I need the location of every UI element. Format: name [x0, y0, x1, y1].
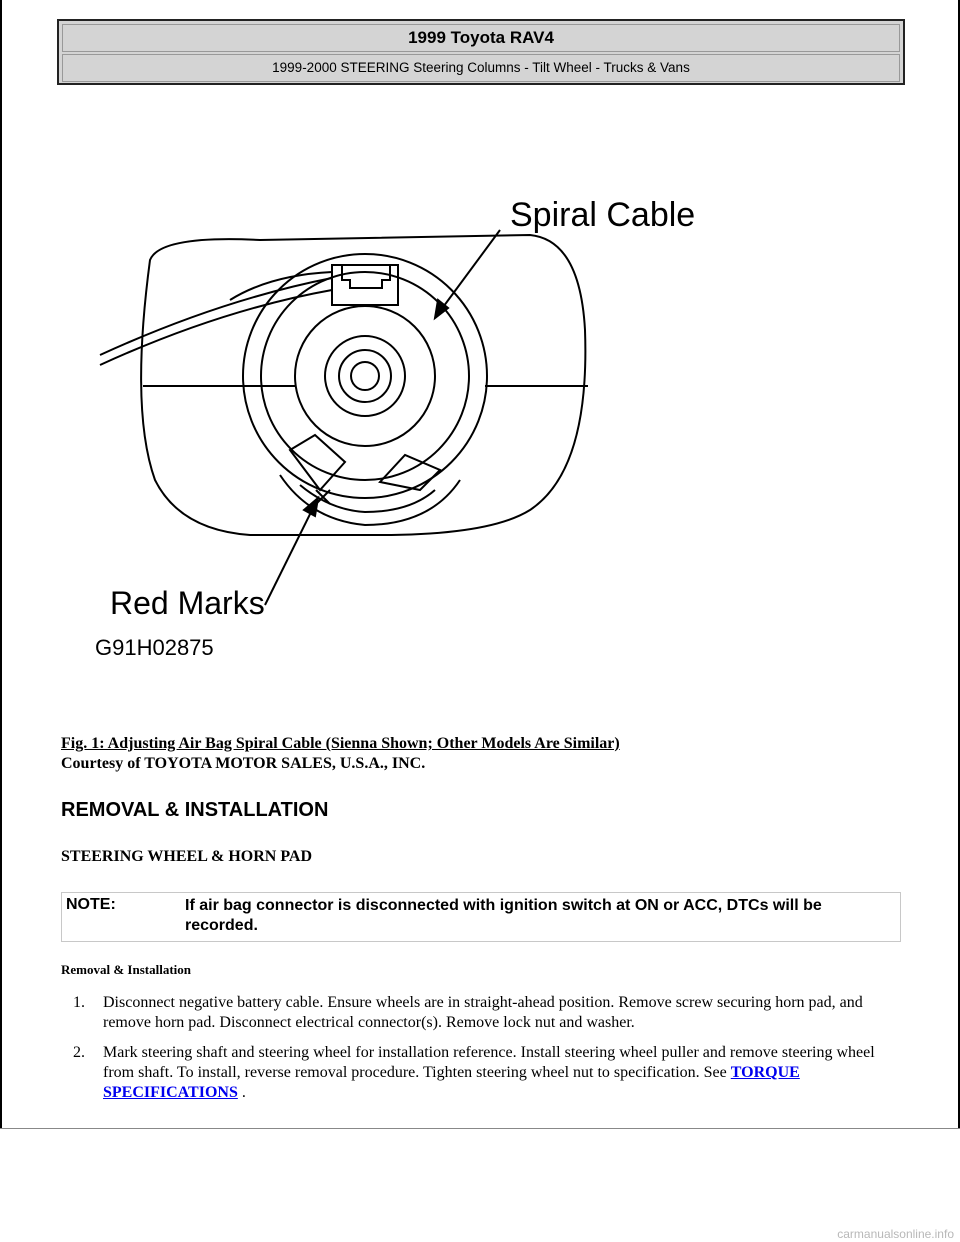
figure-caption: Fig. 1: Adjusting Air Bag Spiral Cable (Sienna Shown; Other Models Are Similar): [61, 735, 620, 752]
subsection-heading: STEERING WHEEL & HORN PAD: [61, 848, 313, 865]
spiral-cable-label: Spiral Cable: [510, 196, 696, 234]
page-border-left: [0, 0, 2, 1128]
note-box: [61, 892, 901, 942]
spiral-cable-center: [339, 350, 391, 402]
step-text: Disconnect negative battery cable. Ensure wheels are in straight-ahead position. Remove screw securing horn pad, and remove horn pad. Disconnect electrical connector(s). Remove lock nut and washer.: [103, 994, 863, 1031]
site-watermark: carmanualsonline.info: [837, 1227, 954, 1241]
step-text: Mark steering shaft and steering wheel for installation reference. Install steering wheel puller and remove steering wheel from shaft. To install, reverse removal procedure. Tighten steering wheel nut to specification. See: [103, 1044, 875, 1081]
spiral-cable-hub-ring: [295, 306, 435, 446]
procedure-step: [61, 993, 906, 1033]
connector-tab: [342, 265, 390, 288]
procedure-step: [61, 1043, 906, 1103]
wire-2: [100, 290, 332, 365]
red-marks-label: Red Marks: [110, 585, 265, 621]
wire-3: [230, 272, 332, 300]
header-subtitle: 1999-2000 STEERING Steering Columns - Tilt Wheel - Trucks & Vans: [62, 54, 900, 82]
document-header: [57, 19, 905, 85]
red-marks-arrowhead: [304, 498, 318, 516]
spiral-cable-center-hole: [351, 362, 379, 390]
step-number: 1.: [73, 994, 85, 1011]
torque-specifications-link[interactable]: TORQUE SPECIFICATIONS: [103, 1064, 800, 1101]
note-text: If air bag connector is disconnected with ignition switch at ON or ACC, DTCs will be recorded.: [185, 897, 822, 934]
wire-1: [100, 278, 332, 355]
procedure-steps: [61, 993, 906, 1113]
figure-credit: Courtesy of TOYOTA MOTOR SALES, U.S.A., INC.: [61, 755, 426, 772]
note-label: NOTE:: [66, 896, 116, 913]
spiral-cable-figure: [60, 180, 700, 680]
footer-rule: [0, 1128, 960, 1129]
section-heading: REMOVAL & INSTALLATION: [61, 799, 329, 821]
lower-clip-left: [290, 435, 345, 490]
header-title: 1999 Toyota RAV4: [62, 24, 900, 52]
spiral-cable-center-ring: [325, 336, 405, 416]
lower-clip-right: [380, 455, 440, 490]
step-text-suffix: .: [237, 1084, 246, 1101]
figure-code-label: G91H02875: [95, 635, 214, 660]
step-number: 2.: [73, 1044, 85, 1061]
procedure-heading: Removal & Installation: [61, 962, 191, 977]
